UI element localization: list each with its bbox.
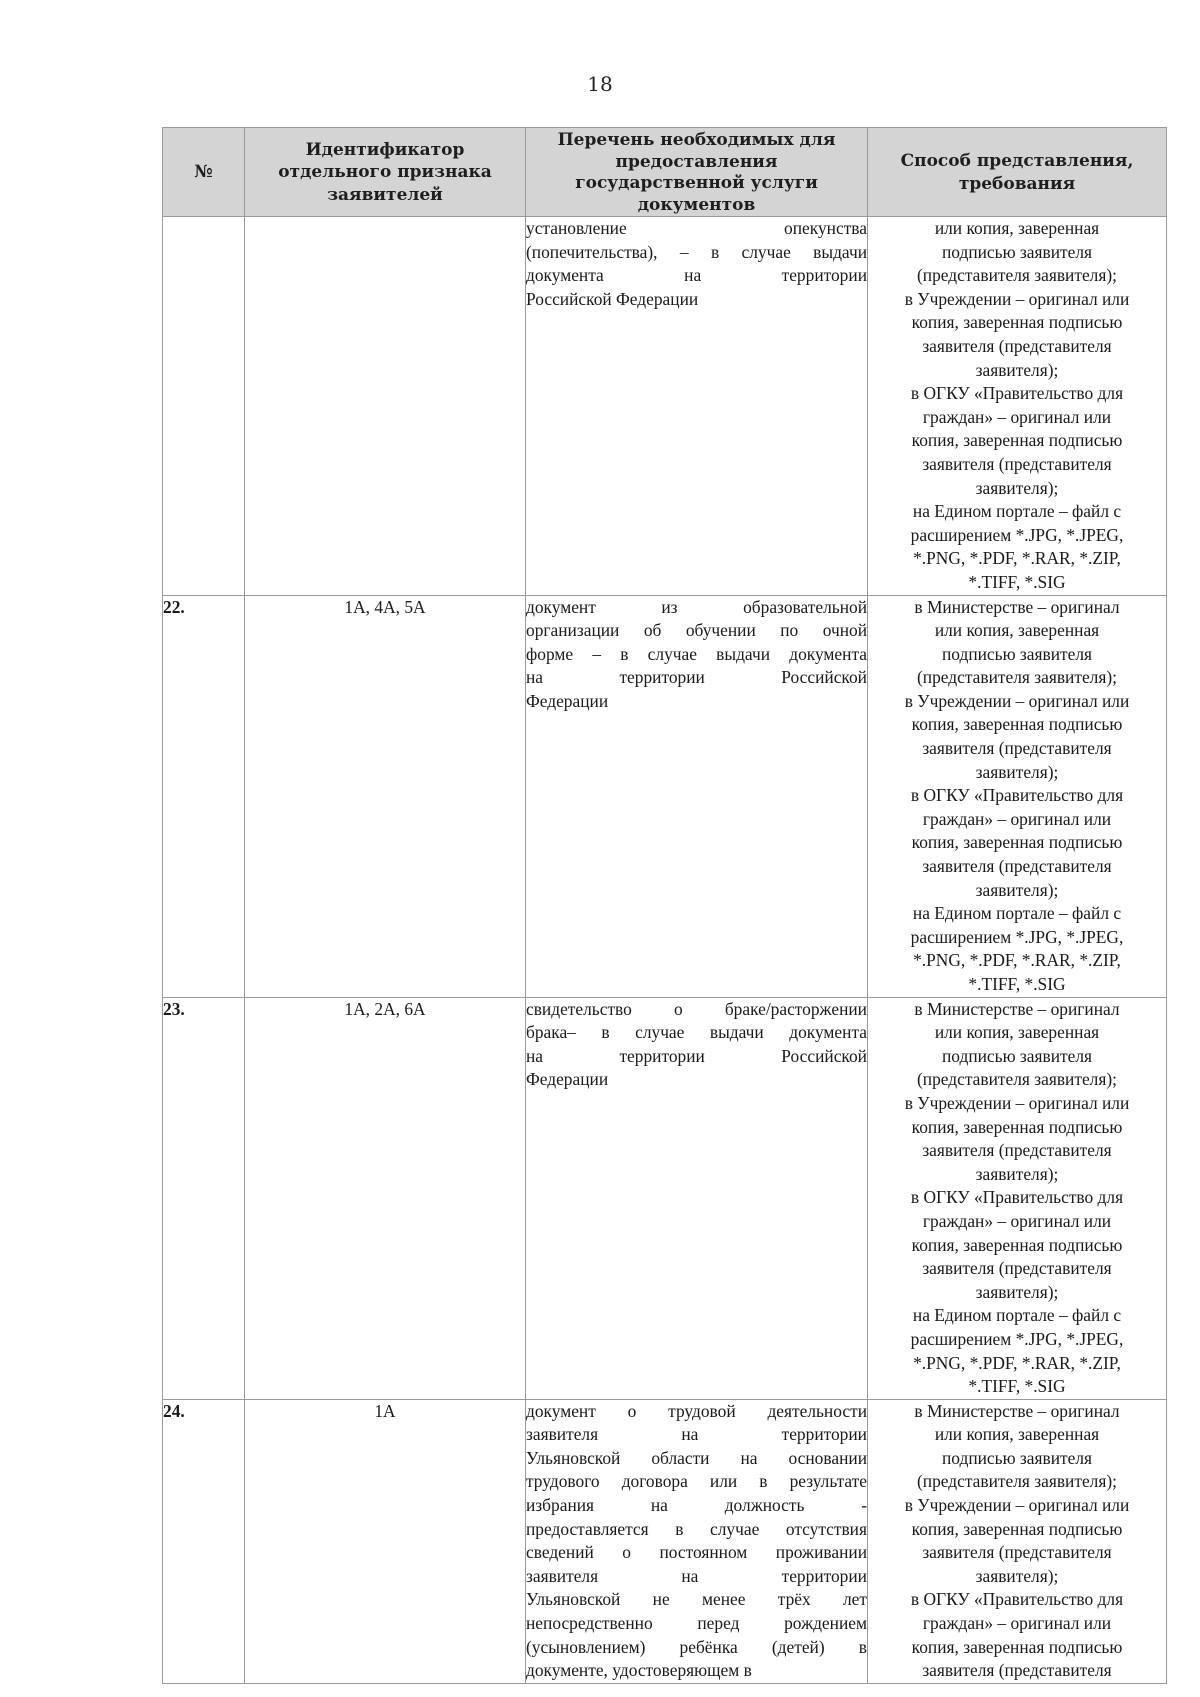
- description-line: заявителя на территории: [526, 1565, 867, 1586]
- method-line: расширением *.JPG, *.JPEG,: [910, 926, 1124, 947]
- method-line: или копия, заверенная: [934, 620, 1100, 641]
- description-line: документ из образовательной: [526, 596, 867, 617]
- method-line: заявителя);: [975, 1163, 1059, 1184]
- table-row-22: [163, 595, 1167, 997]
- method-line: заявителя);: [975, 359, 1059, 380]
- table-row-23: [163, 997, 1167, 1399]
- method-line: в Учреждении – оригинал или: [904, 690, 1130, 711]
- row-identifier: 1А: [245, 1399, 526, 1683]
- description-line: Ульяновской области на основании: [526, 1447, 867, 1468]
- method-line: заявителя (представителя: [922, 335, 1112, 356]
- method-line: граждан» – оригинал или: [922, 808, 1112, 829]
- method-line: копия, заверенная подписью: [911, 1518, 1123, 1539]
- table-header-row: [163, 128, 1167, 217]
- description-line: брака– в случае выдачи документа: [526, 1022, 867, 1043]
- row-number: 22.: [163, 595, 245, 997]
- method-line: в Учреждении – оригинал или: [904, 288, 1130, 309]
- method-line: копия, заверенная подписью: [911, 1234, 1123, 1255]
- row-description: [526, 1399, 868, 1683]
- row-number: 23.: [163, 997, 245, 1399]
- method-line: *.TIFF, *.SIG: [968, 974, 1066, 994]
- method-line: граждан» – оригинал или: [922, 406, 1112, 427]
- method-line: *.TIFF, *.SIG: [968, 571, 1066, 592]
- method-line: *.TIFF, *.SIG: [968, 1376, 1066, 1397]
- method-line: заявителя (представителя: [922, 856, 1112, 877]
- method-line: (представителя заявителя);: [917, 667, 1117, 688]
- row-number: 24.: [163, 1399, 245, 1683]
- row-identifier: [245, 217, 526, 596]
- method-line: или копия, заверенная: [934, 218, 1100, 238]
- method-line: *.PNG, *.PDF, *.RAR, *.ZIP,: [913, 1352, 1121, 1373]
- description-line: Ульяновской не менее трёх лет: [526, 1589, 867, 1610]
- row-method: [868, 997, 1167, 1399]
- header-num: №: [163, 128, 245, 217]
- method-line: копия, заверенная подписью: [911, 832, 1123, 853]
- row-description: [526, 595, 868, 997]
- description-line: сведений о постоянном проживании: [526, 1542, 867, 1563]
- method-line: на Едином портале – файл с: [912, 501, 1122, 522]
- method-line: в Министерстве – оригинал: [914, 998, 1120, 1019]
- row-description: [526, 997, 868, 1399]
- row-identifier: 1А, 4А, 5А: [245, 595, 526, 997]
- method-line: или копия, заверенная: [934, 1424, 1100, 1445]
- method-line: в Учреждении – оригинал или: [904, 1092, 1130, 1113]
- description-line: форме – в случае выдачи документа: [526, 643, 867, 664]
- method-line: заявителя (представителя: [922, 738, 1112, 759]
- row-identifier: 1А, 2А, 6А: [245, 997, 526, 1399]
- row-description: [526, 217, 868, 596]
- row-number: [163, 217, 245, 596]
- description-line: непосредственно перед рождением: [526, 1613, 867, 1634]
- description-line: избрания на должность -: [526, 1495, 867, 1516]
- description-line: организации об обучении по очной: [526, 620, 867, 641]
- row-method: [868, 1399, 1167, 1683]
- method-line: расширением *.JPG, *.JPEG,: [910, 1328, 1124, 1349]
- method-line: заявителя (представителя: [922, 1140, 1112, 1161]
- description-line: Федерации: [526, 690, 609, 711]
- description-line: Федерации: [526, 1069, 609, 1090]
- method-line: заявителя);: [975, 1281, 1059, 1302]
- method-line: в ОГКУ «Правительство для: [910, 1589, 1124, 1610]
- method-line: или копия, заверенная: [934, 1022, 1100, 1043]
- description-line: документе, удостоверяющем в: [526, 1660, 752, 1681]
- description-line: Российской Федерации: [526, 288, 699, 309]
- method-line: копия, заверенная подписью: [911, 714, 1123, 735]
- method-line: заявителя);: [975, 1565, 1059, 1586]
- description-line: (усыновлением) ребёнка (детей) в: [526, 1636, 867, 1657]
- description-line: на территории Российской: [526, 1045, 867, 1066]
- description-line: заявителя на территории: [526, 1424, 867, 1445]
- method-line: в ОГКУ «Правительство для: [910, 383, 1124, 404]
- method-line: копия, заверенная подписью: [911, 1116, 1123, 1137]
- method-line: заявителя);: [975, 761, 1059, 782]
- method-line: копия, заверенная подписью: [911, 430, 1123, 451]
- description-line: документа на территории: [526, 265, 867, 286]
- header-identifier: Идентификатор отдельного признака заявителей: [245, 128, 526, 217]
- method-line: копия, заверенная подписью: [911, 1636, 1123, 1657]
- row-method: [868, 595, 1167, 997]
- method-line: в ОГКУ «Правительство для: [910, 785, 1124, 806]
- description-line: свидетельство о браке/расторжении: [526, 998, 867, 1019]
- method-line: на Едином портале – файл с: [912, 1305, 1122, 1326]
- method-line: заявителя (представителя: [922, 1542, 1112, 1563]
- table-row-24: [163, 1399, 1167, 1683]
- description-line: на территории Российской: [526, 667, 867, 688]
- method-line: заявителя (представителя: [922, 453, 1112, 474]
- method-line: подписью заявителя: [941, 241, 1093, 262]
- method-line: граждан» – оригинал или: [922, 1613, 1112, 1634]
- method-line: *.PNG, *.PDF, *.RAR, *.ZIP,: [913, 950, 1121, 971]
- method-line: на Едином портале – файл с: [912, 903, 1122, 924]
- method-line: граждан» – оригинал или: [922, 1210, 1112, 1231]
- method-line: в Министерстве – оригинал: [914, 596, 1120, 617]
- table-row-continuation: [163, 217, 1167, 596]
- description-line: документ о трудовой деятельности: [526, 1400, 867, 1421]
- page-number: 18: [587, 72, 613, 96]
- method-line: копия, заверенная подписью: [911, 312, 1123, 333]
- method-line: (представителя заявителя);: [917, 1471, 1117, 1492]
- documents-table: [162, 127, 1167, 1684]
- method-line: заявителя);: [975, 879, 1059, 900]
- method-line: подписью заявителя: [941, 1045, 1093, 1066]
- method-line: в ОГКУ «Правительство для: [910, 1187, 1124, 1208]
- method-line: в Министерстве – оригинал: [914, 1400, 1120, 1421]
- method-line: заявителя (представителя: [922, 1660, 1112, 1681]
- method-line: (представителя заявителя);: [917, 265, 1117, 286]
- header-documents: Перечень необходимых для предоставления государственной услуги документов: [526, 128, 868, 217]
- method-line: расширением *.JPG, *.JPEG,: [910, 524, 1124, 545]
- method-line: заявителя);: [975, 477, 1059, 498]
- method-line: подписью заявителя: [941, 643, 1093, 664]
- row-method: [868, 217, 1167, 596]
- description-line: установление опекунства: [526, 218, 867, 238]
- method-line: (представителя заявителя);: [917, 1069, 1117, 1090]
- method-line: заявителя (представителя: [922, 1258, 1112, 1279]
- description-line: трудового договора или в результате: [526, 1471, 867, 1492]
- header-method: Способ представления, требования: [868, 128, 1167, 217]
- description-line: предоставляется в случае отсутствия: [526, 1518, 867, 1539]
- method-line: *.PNG, *.PDF, *.RAR, *.ZIP,: [913, 548, 1121, 569]
- method-line: в Учреждении – оригинал или: [904, 1495, 1130, 1516]
- description-line: (попечительства), – в случае выдачи: [526, 241, 867, 262]
- method-line: подписью заявителя: [941, 1447, 1093, 1468]
